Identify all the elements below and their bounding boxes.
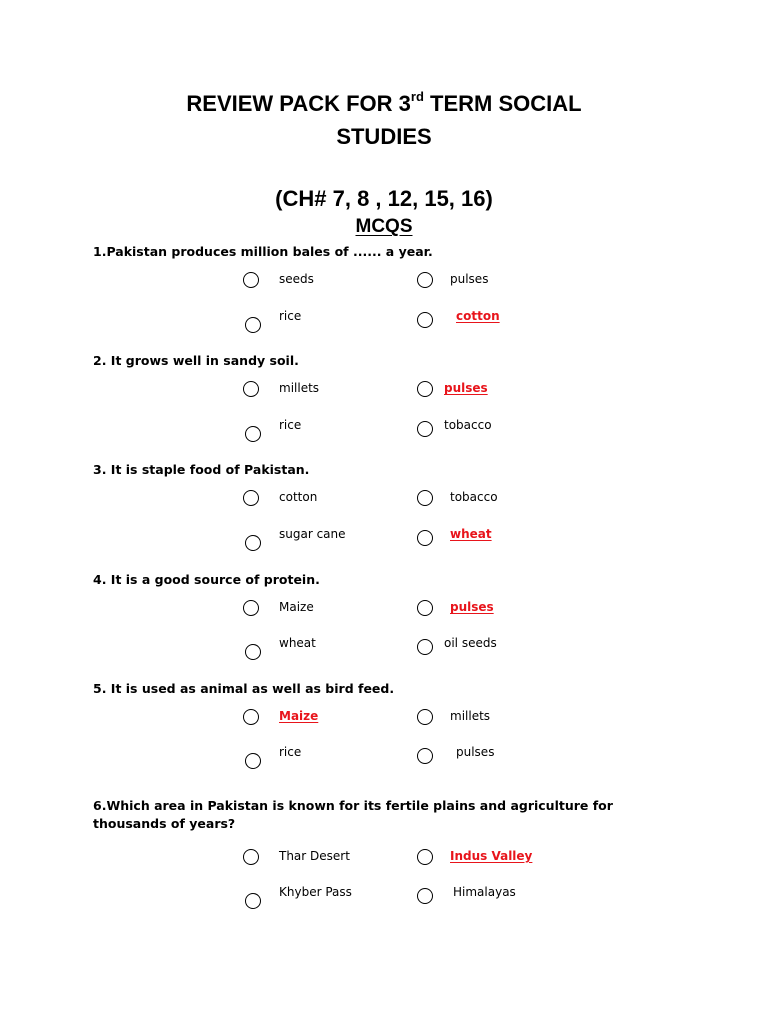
section-heading	[0, 216, 768, 238]
title-prefix: REVIEW PACK FOR 3	[186, 91, 411, 116]
radio-circle-icon[interactable]	[417, 888, 433, 904]
q3-option-d-label: wheat	[450, 527, 492, 541]
radio-circle-icon[interactable]	[243, 709, 259, 725]
q2-option-c-label: rice	[279, 418, 302, 432]
radio-circle-icon[interactable]	[417, 709, 433, 725]
q1-option-c-label: rice	[279, 309, 302, 323]
q1-option-b-label: pulses	[450, 272, 489, 286]
q4-option-d-label: oil seeds	[444, 636, 497, 650]
q3-option-c-label: sugar cane	[279, 527, 346, 541]
radio-circle-icon[interactable]	[245, 753, 261, 769]
radio-circle-icon[interactable]	[245, 644, 261, 660]
q3-option-b-label: tobacco	[450, 490, 498, 504]
question-1: 1.Pakistan produces million bales of ...... a year.	[93, 244, 433, 259]
radio-circle-icon[interactable]	[243, 490, 259, 506]
radio-circle-icon[interactable]	[417, 849, 433, 865]
title-suffix: TERM SOCIAL	[423, 91, 582, 116]
q1-option-a-label: seeds	[279, 272, 314, 286]
radio-circle-icon[interactable]	[417, 639, 433, 655]
radio-circle-icon[interactable]	[417, 490, 433, 506]
q6-option-d-label: Himalayas	[453, 885, 516, 899]
radio-circle-icon[interactable]	[243, 272, 259, 288]
q4-option-a-label: Maize	[279, 600, 314, 614]
q5-option-b-label: millets	[450, 709, 491, 723]
q2-option-b-label: pulses	[444, 381, 488, 395]
q5-option-a-label: Maize	[279, 709, 319, 723]
q5-option-d-label: pulses	[456, 745, 495, 759]
q3-option-a-label: cotton	[279, 490, 318, 504]
radio-circle-icon[interactable]	[417, 748, 433, 764]
q2-option-a-label: millets	[279, 381, 320, 395]
radio-circle-icon[interactable]	[417, 421, 433, 437]
question-3: 3. It is staple food of Pakistan.	[93, 462, 310, 477]
radio-circle-icon[interactable]	[417, 600, 433, 616]
question-6: 6.Which area in Pakistan is known for its fertile plains and agriculture for thousands of years?	[93, 798, 613, 831]
q6-option-c-label: Khyber Pass	[279, 885, 352, 899]
question-5: 5. It is used as animal as well as bird feed.	[93, 681, 395, 696]
page-title-line-2: STUDIES	[336, 124, 432, 149]
chapters-heading: (CH# 7, 8 , 12, 15, 16)	[275, 186, 493, 211]
radio-circle-icon[interactable]	[417, 272, 433, 288]
radio-circle-icon[interactable]	[417, 312, 433, 328]
question-2: 2. It grows well in sandy soil.	[93, 353, 299, 368]
radio-circle-icon[interactable]	[245, 893, 261, 909]
page-title-line-1	[0, 91, 768, 120]
radio-circle-icon[interactable]	[245, 426, 261, 442]
radio-circle-icon[interactable]	[243, 849, 259, 865]
title-superscript: rd	[410, 89, 424, 104]
q4-option-c-label: wheat	[279, 636, 316, 650]
section-heading-text: MCQS	[355, 216, 413, 237]
q5-option-c-label: rice	[279, 745, 302, 759]
radio-circle-icon[interactable]	[243, 600, 259, 616]
question-4: 4. It is a good source of protein.	[93, 572, 320, 587]
radio-circle-icon[interactable]	[417, 530, 433, 546]
radio-circle-icon[interactable]	[243, 381, 259, 397]
q1-option-d-label: cotton	[456, 309, 500, 323]
q2-option-d-label: tobacco	[444, 418, 492, 432]
radio-circle-icon[interactable]	[245, 535, 261, 551]
radio-circle-icon[interactable]	[245, 317, 261, 333]
radio-circle-icon[interactable]	[417, 381, 433, 397]
q4-option-b-label: pulses	[450, 600, 494, 614]
q6-option-b-label: Indus Valley	[450, 849, 533, 863]
q6-option-a-label: Thar Desert	[279, 849, 350, 863]
